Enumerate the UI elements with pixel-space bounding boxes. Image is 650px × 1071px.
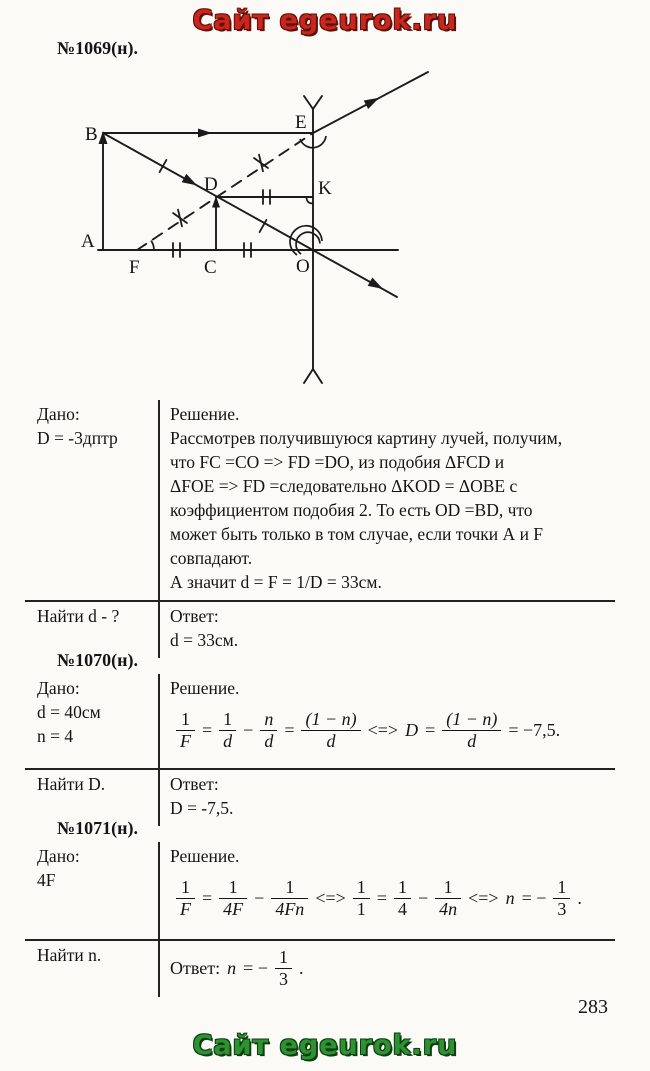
problem-1070 bbox=[25, 649, 615, 826]
fraction: $\frac{1}{4n}$ bbox=[435, 877, 461, 919]
arrowhead-ray-parallel bbox=[198, 129, 212, 138]
given-values bbox=[37, 868, 154, 892]
formula-text: − bbox=[254, 887, 265, 908]
solution-label: Решение. bbox=[170, 678, 240, 698]
point-label-A: A bbox=[81, 231, 95, 252]
fraction: $\frac{1}{3}$ bbox=[553, 877, 570, 919]
fraction: $\frac{1}{d}$ bbox=[219, 709, 236, 751]
solution-text bbox=[170, 426, 609, 594]
problem-1069-title: №1069(н). bbox=[57, 38, 138, 58]
fraction: $\frac{1}{4Fn}$ bbox=[271, 877, 308, 919]
arrowhead-ray-after-o bbox=[368, 278, 386, 294]
point-label-D: D bbox=[204, 174, 218, 195]
formula-text: <=> bbox=[315, 887, 346, 908]
solution-column bbox=[158, 842, 615, 939]
point-label-O: O bbox=[296, 256, 310, 277]
angle-mark-f bbox=[151, 241, 154, 250]
problem-1071 bbox=[25, 817, 615, 997]
point-label-K: K bbox=[318, 178, 332, 199]
point-label-E: E bbox=[295, 112, 307, 133]
ray-diagram bbox=[55, 62, 460, 395]
fraction: $\frac{(1 - n)}{d}$ bbox=[442, 709, 501, 751]
answer-column bbox=[158, 941, 615, 997]
formula-text: = bbox=[284, 719, 295, 740]
cross-tick-de bbox=[254, 155, 268, 172]
point-label-B: B bbox=[85, 124, 98, 145]
text-line: что FC =CO => FD =DO, из подобия ΔFCD и bbox=[170, 452, 505, 472]
text-line: D = -3дптр bbox=[37, 428, 118, 448]
fraction: $\frac{1}{4}$ bbox=[394, 877, 411, 919]
given-values bbox=[37, 426, 154, 450]
formula-text: = bbox=[202, 887, 213, 908]
find-label: Найти d - ? bbox=[37, 606, 120, 626]
given-column bbox=[25, 674, 158, 768]
point-label-F: F bbox=[129, 257, 140, 278]
fraction: $\frac{1}{3}$ bbox=[275, 947, 292, 989]
given-values bbox=[37, 700, 154, 748]
formula-text: D bbox=[405, 719, 419, 740]
find-column bbox=[25, 941, 158, 997]
problem-1071-title: №1071(н). bbox=[57, 818, 138, 838]
formula-text: Ответ: bbox=[170, 957, 221, 978]
given-label: Дано: bbox=[37, 404, 80, 424]
find-label: Найти n. bbox=[37, 945, 102, 965]
answer-label: Ответ: bbox=[170, 606, 219, 626]
formula-text: − bbox=[417, 887, 429, 908]
arrowhead-ray-refracted bbox=[364, 93, 382, 108]
formula-text: <=> bbox=[468, 887, 499, 908]
formula-text: − bbox=[243, 719, 254, 740]
problem-1070-title: №1070(н). bbox=[57, 650, 138, 670]
fraction: $\frac{n}{d}$ bbox=[260, 709, 277, 751]
solution-label: Решение. bbox=[170, 404, 240, 424]
solution-column bbox=[158, 400, 615, 600]
page-number: 283 bbox=[578, 996, 608, 1018]
find-label: Найти D. bbox=[37, 774, 106, 794]
lens-top-fork bbox=[304, 96, 322, 109]
solution-label: Решение. bbox=[170, 846, 240, 866]
ray-dashed-extension bbox=[137, 133, 313, 250]
text-line: ΔFOE => FD =следовательно ΔKOD = ΔOBE с bbox=[170, 476, 518, 496]
fraction: $\frac{(1 - n)}{d}$ bbox=[301, 709, 360, 751]
formula-text: n bbox=[227, 957, 237, 978]
answer-label: Ответ: bbox=[170, 774, 219, 794]
text-line: А значит d = F = 1/D = 33см. bbox=[170, 572, 382, 592]
solution-column bbox=[158, 674, 615, 768]
text-line: может быть только в том случае, если точки А и F bbox=[170, 524, 544, 544]
formula-text: = −7,5. bbox=[508, 719, 561, 740]
arrowhead-ray-bd bbox=[182, 174, 200, 190]
text-line: 4F bbox=[37, 870, 56, 890]
ray-diagram-svg bbox=[55, 62, 460, 395]
formula-text: = − bbox=[243, 957, 268, 978]
text-line: d = 40см bbox=[37, 702, 101, 722]
angle-mark-k bbox=[307, 197, 314, 204]
lens-bottom-fork bbox=[304, 369, 322, 383]
point-label-C: C bbox=[204, 257, 217, 278]
text-line: n = 4 bbox=[37, 726, 74, 746]
formula-text: n bbox=[505, 887, 515, 908]
formula-text: . bbox=[298, 957, 304, 978]
given-label: Дано: bbox=[37, 678, 80, 698]
formula-text: = − bbox=[521, 887, 547, 908]
site-watermark-footer: Сайт egeurok.ru bbox=[192, 1030, 458, 1061]
text-line: совпадают. bbox=[170, 548, 253, 568]
formula-text: = bbox=[425, 719, 436, 740]
given-label: Дано: bbox=[37, 846, 80, 866]
ray-through-center bbox=[103, 133, 397, 297]
given-column bbox=[25, 400, 158, 600]
formula-text: <=> bbox=[367, 719, 399, 740]
formula-text: = bbox=[202, 719, 213, 740]
solution-formula bbox=[176, 709, 609, 751]
fraction: $\frac{1}{F}$ bbox=[176, 877, 195, 919]
formula-text: = bbox=[376, 887, 387, 908]
formula-text: . bbox=[577, 887, 582, 908]
text-line: d = 33см. bbox=[170, 630, 239, 650]
problem-1069 bbox=[25, 400, 615, 658]
given-column bbox=[25, 842, 158, 939]
text-line: D = -7,5. bbox=[170, 798, 234, 818]
fraction: $\frac{1}{1}$ bbox=[353, 877, 370, 919]
text-line: коэффициентом подобия 2. То есть OD =BD, что bbox=[170, 500, 533, 520]
fraction: $\frac{1}{F}$ bbox=[176, 709, 195, 751]
fraction: $\frac{1}{4F}$ bbox=[219, 877, 247, 919]
site-watermark-header: Сайт egeurok.ru bbox=[192, 5, 458, 36]
answer-formula bbox=[170, 947, 609, 989]
solution-formula bbox=[176, 877, 609, 919]
text-line: Рассмотрев получившуюся картину лучей, получим, bbox=[170, 428, 563, 448]
